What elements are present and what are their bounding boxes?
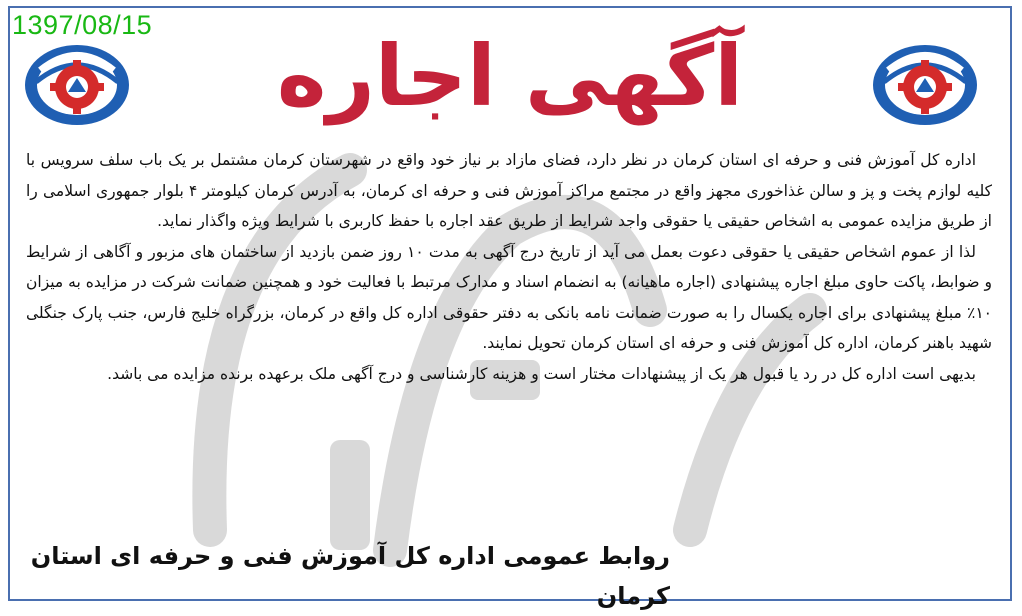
- publish-date: 1397/08/15: [12, 10, 153, 40]
- ad-paragraph: بدیهی است اداره کل در رد یا قبول هر یک از پیشنهادات مختار است و هزینه کارشناسی و درج آگهی ملک برعهده برنده مزایده می باشد.: [107, 364, 976, 383]
- ad-signature: روابط عمومی اداره کل آموزش فنی و حرفه ای استان کرمان: [30, 542, 670, 610]
- ad-paragraph: لذا از عموم اشخاص حقیقی یا حقوقی دعوت بعمل می آید از تاریخ درج آگهی به مدت ۱۰ روز ضمن بازدید از ساختمان های مزبور و آگاهی از شرایط و ضوابط، پاکت حاوی مبلغ اجاره پیشنهادی (اجاره ماهیانه) به انضمام اسناد و مدارک مرتبط با فعالیت خود و همچنین ضمانت شرکت در مزایده به میزان ۱۰٪ مبلغ پیشنهادی برای اجاره یکسال را به صورت ضمانت نامه بانکی به دفتر حقوقی اداره کل واقع در کرمان، بزرگراه خلیج فارس، جنب پارک جنگلی شهید باهنر کرمان، اداره کل آموزش فنی و حرفه ای استان کرمان تحویل نمایند.: [26, 242, 992, 352]
- tvto-logo-icon: [22, 40, 132, 130]
- ad-body: [26, 145, 992, 389]
- ad-paragraph: اداره کل آموزش فنی و حرفه ای استان کرمان در نظر دارد، فضای مازاد بر نیاز خود واقع در شهرستان کرمان مشتمل بر یک باب سلف سرویس با کلیه لوازم پخت و پز و سالن غذاخوری مجهز واقع در مجتمع مراکز آموزش فنی و حرفه ای کرمان، به آدرس کرمان کیلومتر ۴ بلوار جمهوری اسلامی را از طریق مزایده عمومی به اشخاص حقیقی یا حقوقی واجد شرایط از طریق عقد اجاره با حفظ کاربری با شرایط ویژه واگذار نماید.: [26, 151, 992, 230]
- ad-title: آگهی اجاره: [276, 27, 744, 125]
- tvto-logo-icon: [870, 40, 980, 130]
